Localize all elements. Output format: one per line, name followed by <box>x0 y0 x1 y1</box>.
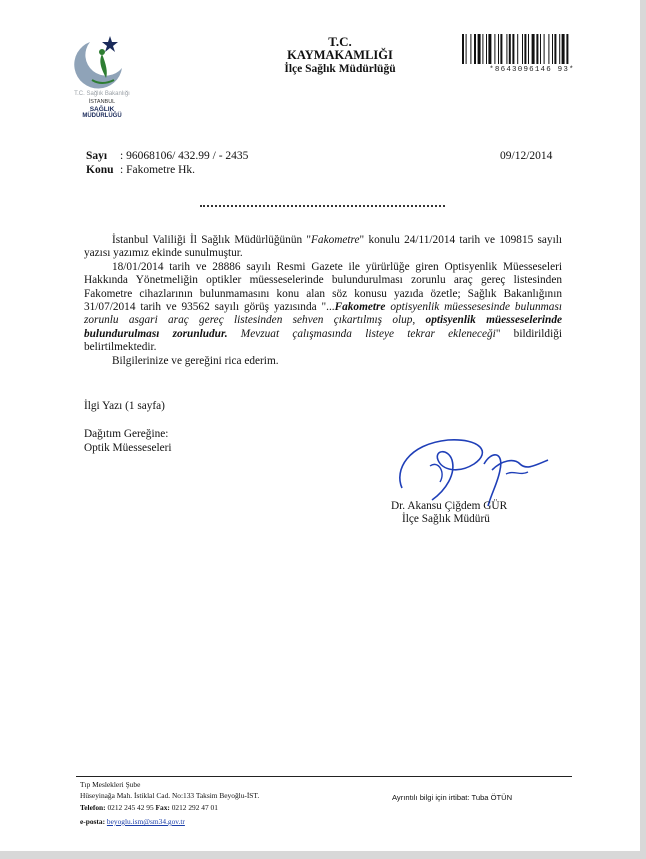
email-link[interactable]: beyoglu.ism@sm34.gov.tr <box>106 817 185 826</box>
sayi-label: Sayı <box>86 150 108 162</box>
footer-address: Hüseyinağa Mah. İstiklal Cad. No:133 Taksim Beyoğlu-İST. <box>80 791 260 800</box>
barcode-number: *8643096146 93* <box>489 66 575 74</box>
subject-row <box>86 164 195 176</box>
reference-number-row <box>86 150 248 162</box>
header-kaymakamlik: KAYMAKAMLIĞI <box>287 48 393 62</box>
scan-edge-bottom <box>0 851 646 859</box>
footer-email-row: e-posta: beyoglu.ism@sm34.gov.tr <box>80 817 185 826</box>
paragraph-2: 18/01/2014 tarih ve 28886 sayılı Resmi Gazete ile yürürlüğe giren Optisyenlik Müesseseleri Hakkında Yönetmeliğin optikler müesseselerinde bulundurulması zorunlu araç gereç listesinden Fakometre cihazlarının bulunmamasını konu alan söz konusu yazıda özetle; Sağlık Bakanlığının 31/07/2014 tarih ve 93562 sayılı görüş yazısında "...Fakometre optisyenlik müessesesinde bulunması zorunlu asgari araç gereç listesinden sehven çıkartılmış olup, optisyenlik müesseselerinde bulundurulması zorunludur. Mevzuat çalışmasında listeye tekrar ekleneceği" bildirildiği belirtilmektedir. <box>84 260 562 354</box>
header-tc: T.C. <box>328 34 352 49</box>
dotted-separator <box>200 205 445 207</box>
signatory-name: Dr. Akansu Çiğdem GÜR <box>391 500 508 512</box>
logo-caption-health: SAĞLIK <box>89 106 115 113</box>
paragraph-1: İstanbul Valiliği İl Sağlık Müdürlüğünün "Fakometre" konulu 24/11/2014 tarih ve 109815 sayılı yazısı yazımız ekinde sunulmuştur. <box>84 234 562 260</box>
footer-department: Tıp Meslekleri Şube <box>80 780 141 789</box>
document-date: 09/12/2014 <box>500 150 553 162</box>
distribution-item: Optik Müesseseleri <box>84 442 172 454</box>
logo-caption-ministry: T.C. Sağlık Bakanlığı <box>74 91 130 97</box>
footer-divider <box>76 776 572 777</box>
contact-person: Ayrıntılı bilgi için irtibat: Tuba ÖTÜN <box>392 793 513 802</box>
konu-value: : Fakometre Hk. <box>120 164 196 176</box>
footer-phone-fax: Telefon: 0212 245 42 95 Fax: 0212 292 47 01 <box>80 803 218 812</box>
header-directorate: İlçe Sağlık Müdürlüğü <box>284 63 396 75</box>
scan-edge-right <box>640 0 646 859</box>
sayi-value: : 96068106/ 432.99 / - 2435 <box>120 150 249 162</box>
logo-caption-city: İSTANBUL <box>88 99 116 105</box>
letter-body <box>84 234 562 368</box>
ilgi-line: İlgi Yazı (1 sayfa) <box>84 400 165 412</box>
signatory-title: İlçe Sağlık Müdürü <box>402 513 490 525</box>
logo-caption-directorate: MÜDÜRLÜĞÜ <box>82 113 122 119</box>
barcode-icon <box>462 34 602 64</box>
paragraph-3: Bilgilerinize ve gereğini rica ederim. <box>112 354 279 367</box>
ministry-emblem-icon <box>72 32 132 90</box>
distribution-title: Dağıtım Gereğine: <box>84 428 169 440</box>
konu-label: Konu <box>86 164 114 176</box>
ministry-logo <box>62 32 142 119</box>
signature-scribble-icon <box>388 430 568 510</box>
